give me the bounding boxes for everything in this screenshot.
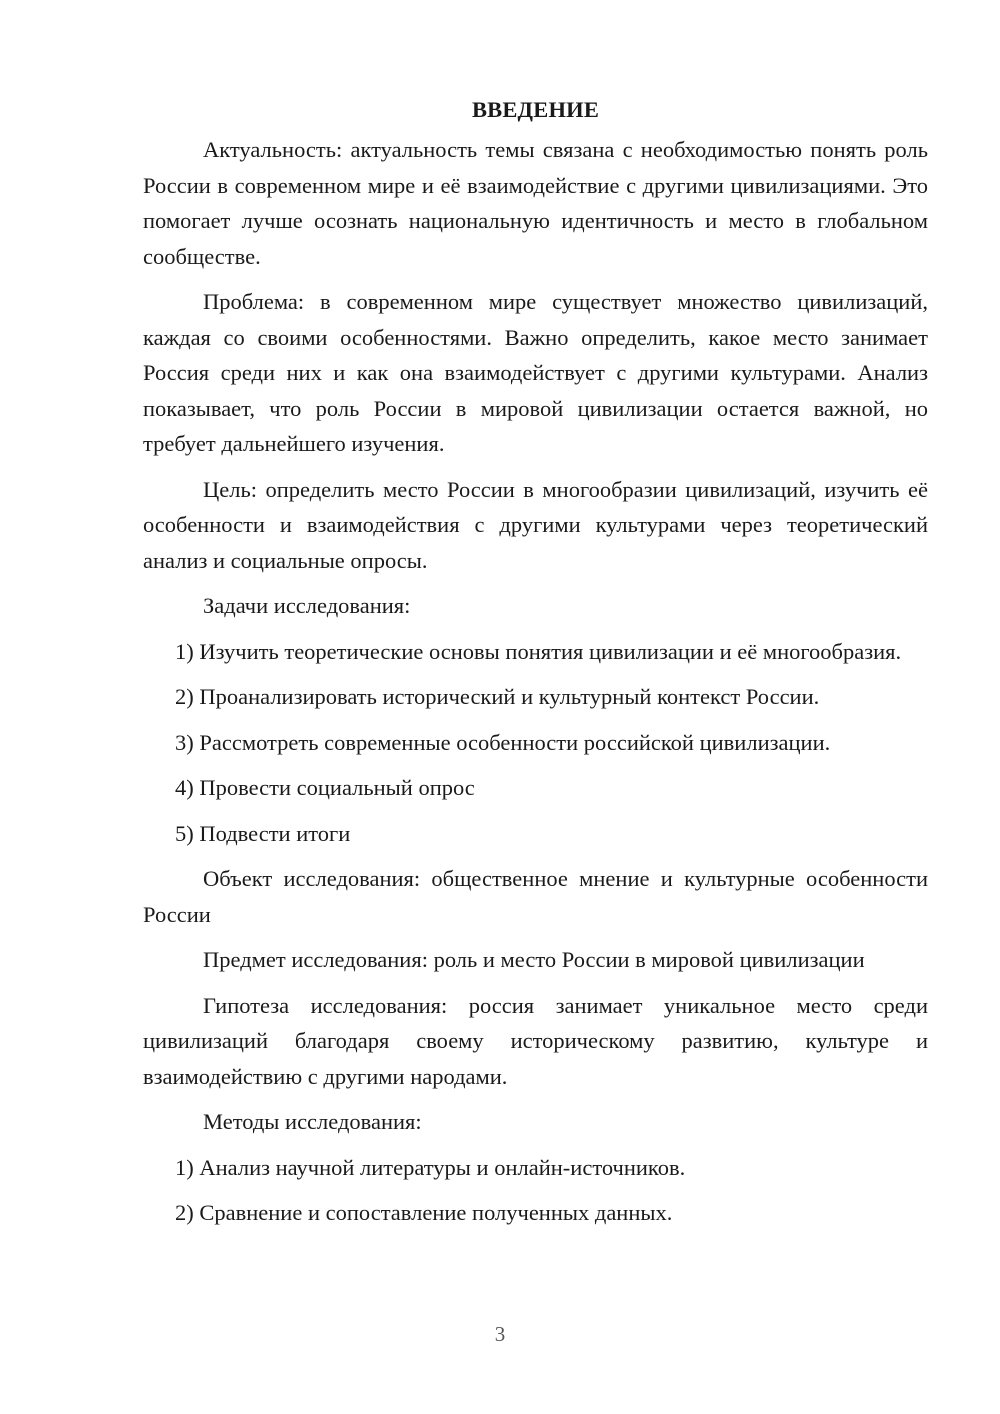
task-item: 3) Рассмотреть современные особенности российской цивилизации. — [175, 729, 831, 755]
task-item: 1) Изучить теоретические основы понятия цивилизации и её многообразия. — [175, 638, 902, 664]
method-item: 2) Сравнение и сопоставление полученных данных. — [175, 1200, 673, 1225]
problem-paragraph: Проблема: в современном мире существует множество цивилизаций, каждая со своими особенностями. Важно определить, какое место занимает Россия среди них и как она взаимодействует с другими культурами. Анализ показывает, что роль России в мировой цивилизации остается важной, но требует дальнейшего изучения. — [143, 289, 928, 456]
method-item: 1) Анализ научной литературы и онлайн-источников. — [175, 1154, 686, 1180]
goal-paragraph: Цель: определить место России в многообразии цивилизаций, изучить её особенности и взаимодействия с другими культурами через теоретический анализ и социальные опросы. — [143, 476, 928, 573]
relevance-paragraph: Актуальность: актуальность темы связана с необходимостью понять роль России в современном мире и её взаимодействие с другими цивилизациями. Это помогает лучше осознать национальную идентичность и место в глобальном сообществе. — [143, 137, 928, 269]
tasks-heading: Задачи исследования: — [203, 593, 411, 618]
methods-heading: Методы исследования: — [203, 1109, 422, 1134]
document-page — [143, 92, 928, 1241]
task-item: 5) Подвести итоги — [175, 820, 351, 846]
object-paragraph: Объект исследования: общественное мнение и культурные особенности России — [143, 866, 928, 927]
section-title: ВВЕДЕНИЕ — [471, 97, 600, 122]
subject-paragraph: Предмет исследования: роль и место России в мировой цивилизации — [203, 947, 865, 972]
task-item: 4) Провести социальный опрос — [175, 775, 475, 800]
hypothesis-paragraph: Гипотеза исследования: россия занимает уникальное место среди цивилизаций благодаря своему историческому развитию, культуре и взаимодействию с другими народами. — [143, 992, 928, 1089]
page-number: 3 — [494, 1322, 506, 1346]
task-item: 2) Проанализировать исторический и культурный контекст России. — [175, 684, 820, 709]
